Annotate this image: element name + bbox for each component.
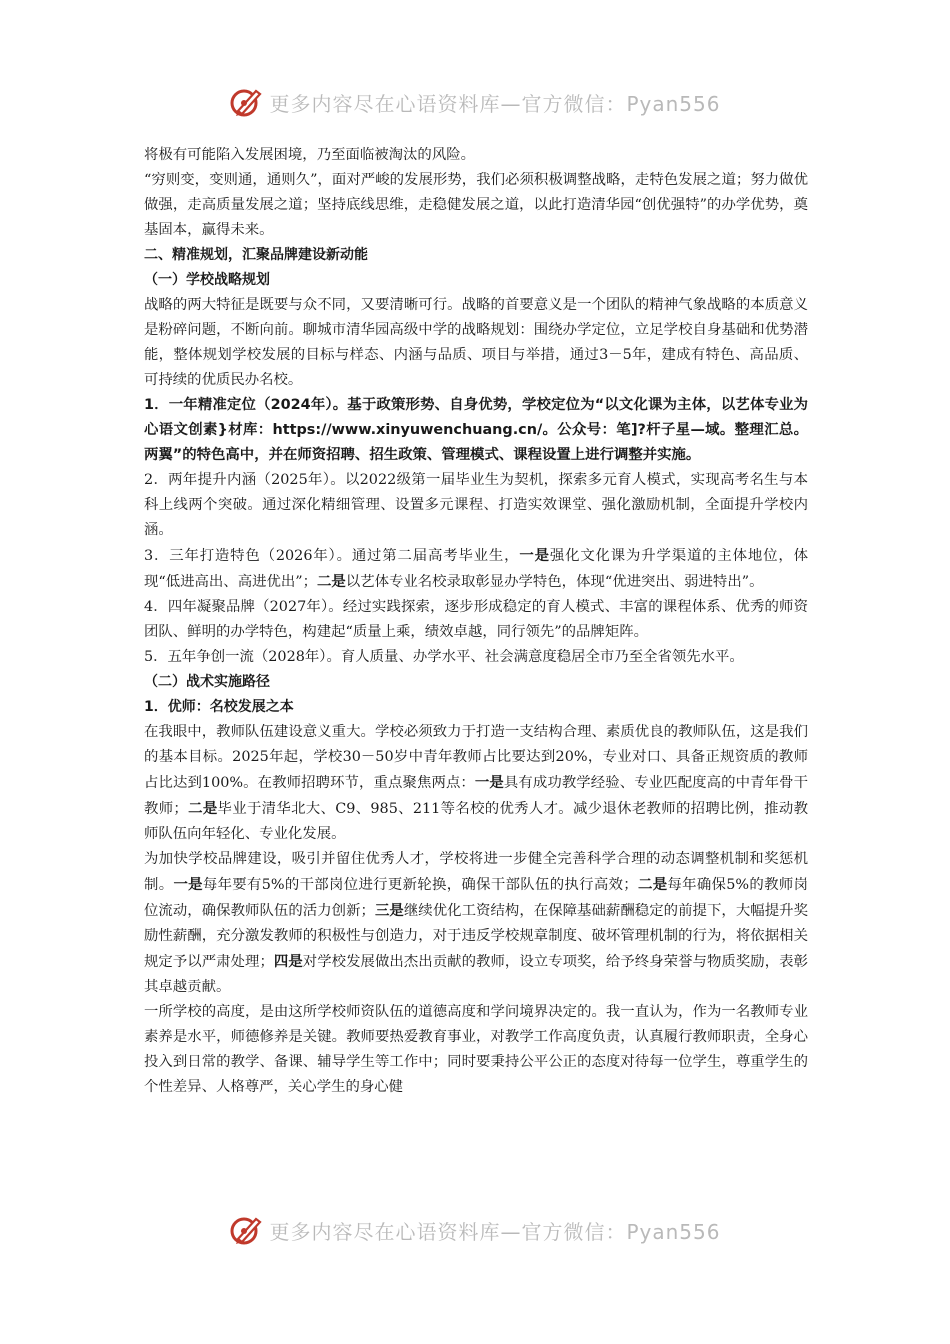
paragraph bbox=[144, 847, 808, 1000]
paragraph bbox=[144, 720, 808, 847]
emphasis: 二是 bbox=[187, 800, 218, 817]
emphasis: 四是 bbox=[273, 953, 303, 970]
header-watermark-banner bbox=[0, 82, 950, 122]
paragraph: 一所学校的高度，是由这所学校师资队伍的道德高度和学问境界决定的。我一直认为，作为一名教师专业素养是水平，师德修养是关键。教师要热爱教育事业，对教学工作高度负责，认真履行教师职责，全身心投入到日常的教学、备课、辅导学生等工作中；同时要秉持公平公正的态度对待每一位学生，尊重学生的个性差异、人格尊严，关心学生的身心健 bbox=[144, 1004, 808, 1095]
subsection-heading: （二）战术实施路径 bbox=[144, 674, 270, 690]
paragraph: 将极有可能陷入发展困境，乃至面临被淘汰的风险。 bbox=[144, 147, 475, 163]
emphasis: 一是 bbox=[519, 547, 550, 564]
emphasis: 二是 bbox=[317, 573, 346, 590]
emphasis: 一是 bbox=[173, 876, 203, 893]
paragraph-bold: 1．一年精准定位（2024年）。基于政策形势、自身优势，学校定位为“以文化课为主体，以艺体专业为心语文创素}材库：https://www.xinyuwenchuang.cn/。公众号：笔]?杆子星—域。整理汇总。两翼”的特色高中，并在师资招聘、招生政策、管理模式、课程设置上进行调整并实施。 bbox=[144, 397, 808, 463]
text-run: 每年要有5%的干部岗位进行更新轮换，确保干部队伍的执行高效； bbox=[202, 877, 638, 893]
subsection-heading: （一）学校战略规划 bbox=[144, 272, 270, 288]
pen-circle-logo-icon bbox=[229, 1213, 263, 1247]
paragraph: 2．两年提升内涵（2025年）。以2022级第一届毕业生为契机，探索多元育人模式，实现高考名生与本科上线两个突破。通过深化精细管理、设置多元课程、打造实效课堂、强化激励机制，全面提升学校内涵。 bbox=[144, 472, 808, 538]
text-run: 每年确保5%的教师岗位流动，确保教师队伍的活力创新； bbox=[144, 877, 808, 919]
paragraph: “穷则变，变则通，通则久”，面对严峻的发展形势，我们必须积极调整战略，走特色发展之道；努力做优做强，走高质量发展之道；坚持底线思维，走稳健发展之道，以此打造清华园“创优强特”的办学优势，奠基固本，赢得未来。 bbox=[144, 172, 808, 238]
text-run: 在我眼中，教师队伍建设意义重大。学校必须致力于打造一支结构合理、素质优良的教师队伍，这是我们的基本目标。2025年起，学校30－50岁中青年教师占比要达到20%，专业对口、具备正规资质的教师占比达到100%。在教师招聘环节，重点聚焦两点： bbox=[144, 724, 808, 791]
pen-circle-logo-icon bbox=[229, 85, 263, 119]
footer-watermark-banner bbox=[0, 1210, 950, 1250]
paragraph: 战略的两大特征是既要与众不同，又要清晰可行。战略的首要意义是一个团队的精神气象战略的本质意义是粉碎问题，不断向前。聊城市清华园高级中学的战略规划：围绕办学定位，立足学校自身基础和优势潜能，整体规划学校发展的目标与样态、内涵与品质、项目与举措，通过3－5年，建成有特色、高品质、可持续的优质民办名校。 bbox=[144, 297, 808, 388]
emphasis: 二是 bbox=[637, 876, 668, 893]
paragraph: 4．四年凝聚品牌（2027年）。经过实践探索，逐步形成稳定的育人模式、丰富的课程体系、优秀的师资团队、鲜明的办学特色，构建起“质量上乘，绩效卓越，同行领先”的品牌矩阵。 bbox=[144, 599, 808, 640]
text-run: 为加快学校品牌建设，吸引并留住优秀人才，学校将进一步健全完善科学合理的动态调整机制和奖惩机制。 bbox=[144, 851, 808, 893]
text-run: 强化文化课为升学渠道的主体地位，体现“低进高出、高进优出”； bbox=[144, 548, 808, 590]
item-heading: 1．优师：名校发展之本 bbox=[144, 699, 294, 715]
emphasis: 三是 bbox=[374, 902, 404, 919]
paragraph: 5．五年争创一流（2028年）。育人质量、办学水平、社会满意度稳居全市乃至全省领先水平。 bbox=[144, 649, 744, 665]
watermark-text: 更多内容尽在心语资料库—官方微信：Pyan556 bbox=[269, 1219, 721, 1244]
section-heading: 二、精准规划，汇聚品牌建设新动能 bbox=[144, 247, 368, 263]
text-run: 毕业于清华北大、C9、985、211等名校的优秀人才。减少退休老教师的招聘比例，推动教师队伍向年轻化、专业化发展。 bbox=[144, 801, 808, 842]
text-run: 对学校发展做出杰出贡献的教师，设立专项奖，给予终身荣誉与物质奖励，表彰其卓越贡献。 bbox=[144, 954, 808, 995]
text-run: 3．三年打造特色（2026年）。通过第二届高考毕业生， bbox=[144, 548, 520, 564]
text-run: 以艺体专业名校录取彰显办学特色，体现“优进突出、弱进特出”。 bbox=[345, 574, 764, 590]
watermark-text: 更多内容尽在心语资料库—官方微信：Pyan556 bbox=[269, 91, 721, 116]
text-run: 具有成功教学经验、专业匹配度高的中青年骨干教师； bbox=[144, 775, 808, 817]
paragraph bbox=[144, 543, 808, 595]
document-body bbox=[144, 143, 808, 1100]
emphasis: 一是 bbox=[474, 774, 504, 791]
text-run: 继续优化工资结构，在保障基础薪酬稳定的前提下，大幅提升奖励性薪酬，充分激发教师的积极性与创造力，对于违反学校规章制度、破坏管理机制的行为，将依据相关规定予以严肃处理； bbox=[144, 903, 808, 970]
